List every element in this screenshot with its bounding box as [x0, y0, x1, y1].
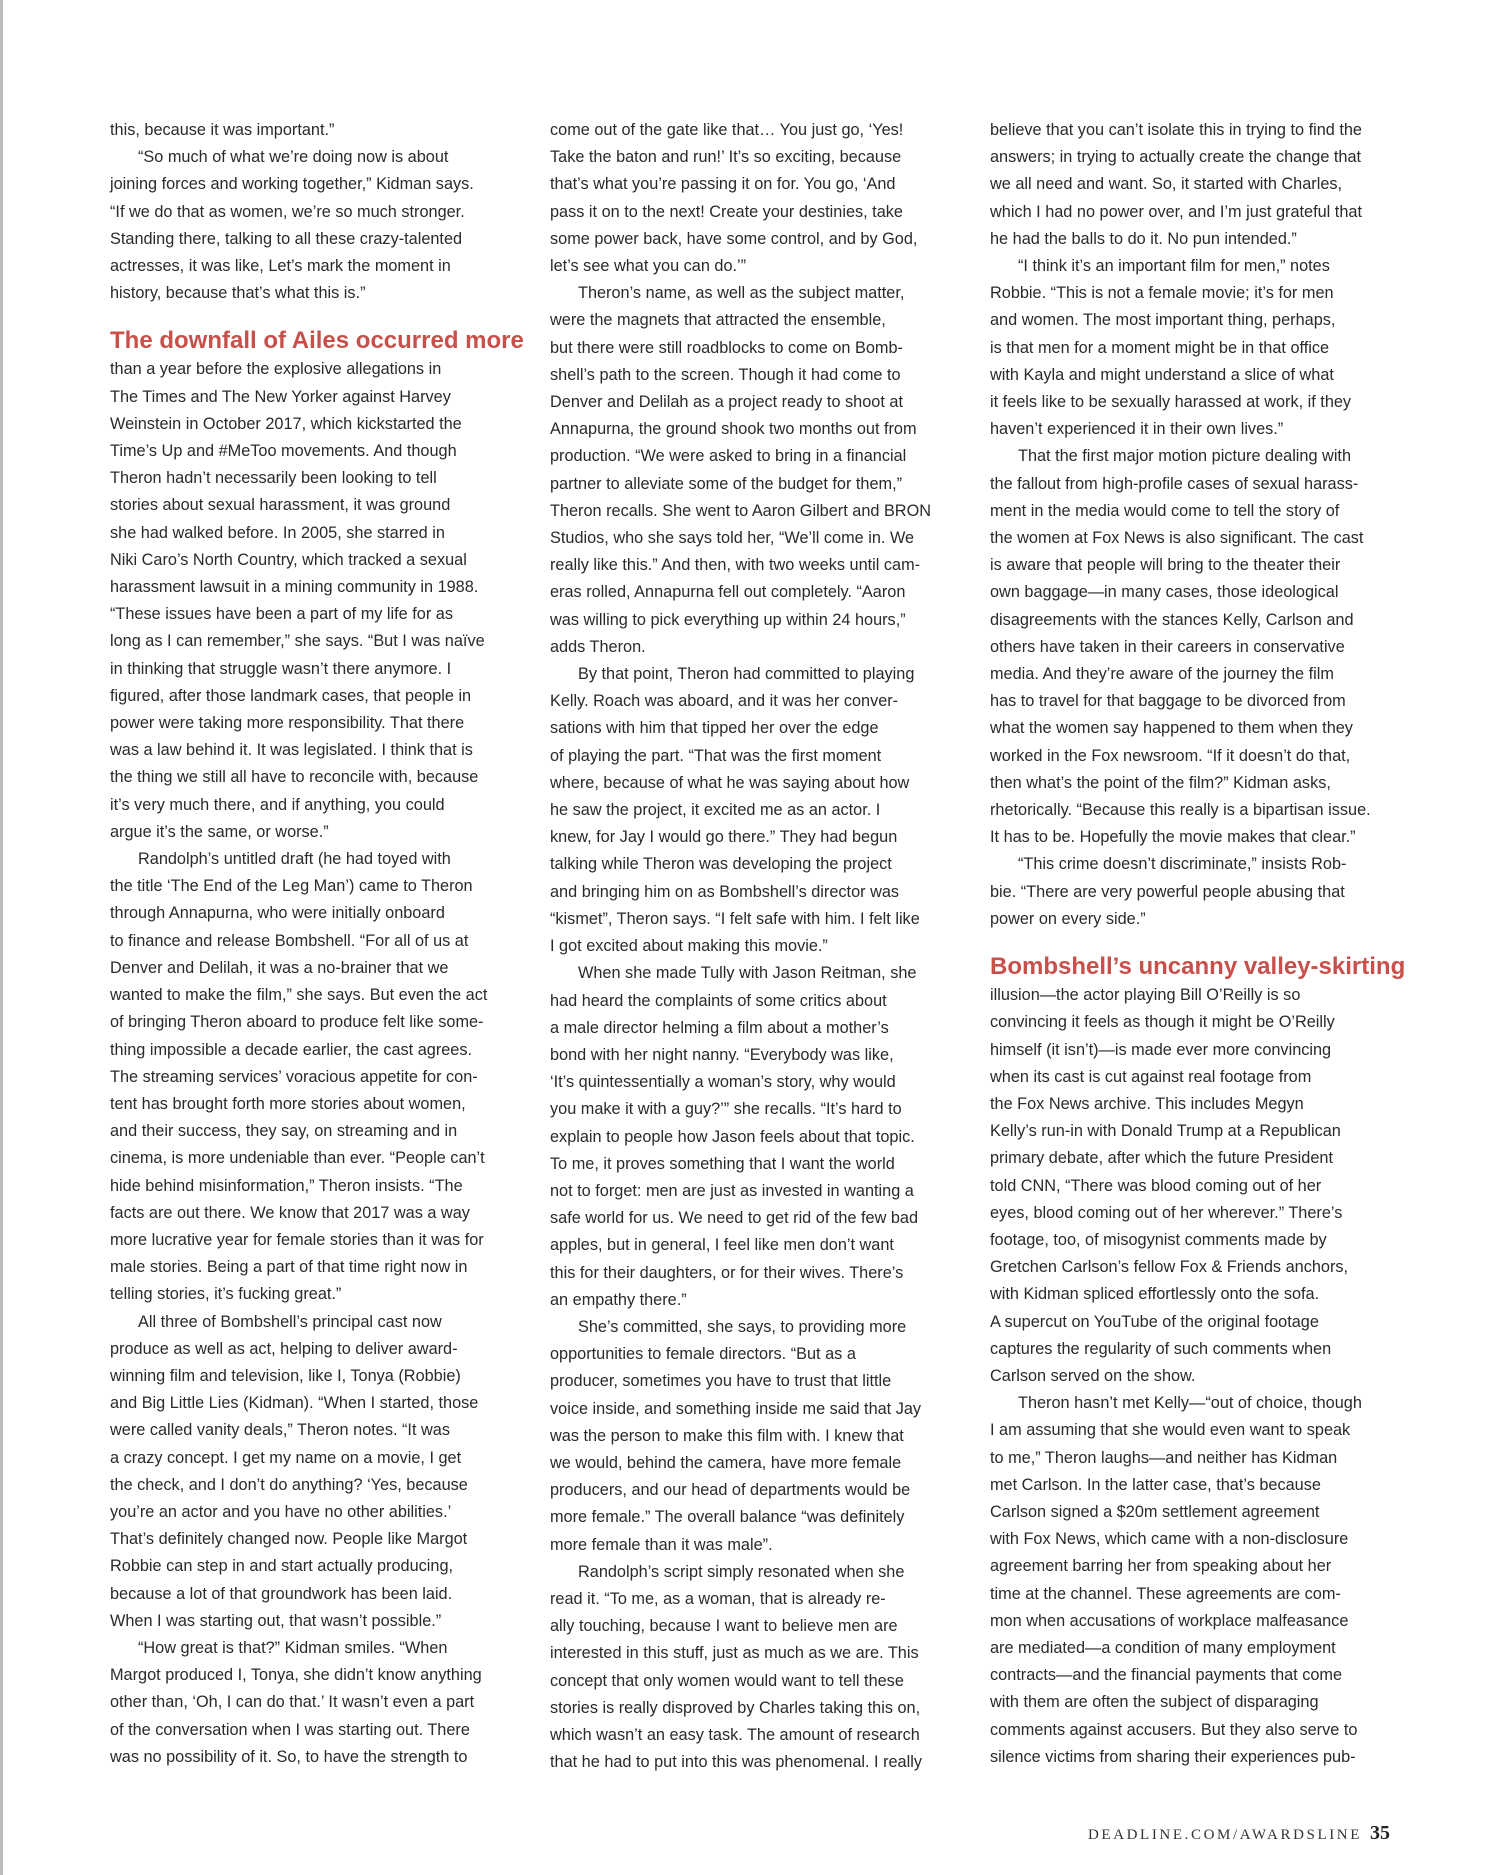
article-text-line: wanted to make the film,” she says. But even the act	[110, 986, 488, 1005]
article-text-line: Weinstein in October 2017, which kickstarted the	[110, 414, 462, 433]
article-text-line: the thing we still all have to reconcile with, because	[110, 768, 479, 787]
article-text-line: producers, and our head of departments would be	[550, 1481, 911, 1500]
article-text-line: believe that you can’t isolate this in trying to find the	[990, 121, 1362, 139]
article-text-line: the title ‘The End of the Leg Man’) came to Theron	[110, 877, 473, 896]
article-text-line: To me, it proves something that I want the world	[550, 1154, 895, 1173]
article-text-line: history, because that’s what this is.”	[110, 284, 366, 303]
article-text-line: “kismet”, Theron says. “I felt safe with him. I felt like	[550, 909, 920, 928]
article-text-line: of playing the part. “That was the first moment	[550, 746, 882, 765]
article-text-line: partner to alleviate some of the budget for them,”	[550, 474, 903, 493]
article-text-line: That’s definitely changed now. People like Margot	[110, 1530, 468, 1549]
article-text-line: Robbie. “This is not a female movie; it’s for men	[990, 284, 1334, 303]
article-text-line: Annapurna, the ground shook two months out from	[550, 420, 917, 439]
section-subheading: Bombshell’s uncanny valley-skirting	[990, 953, 1406, 981]
article-text-line: By that point, Theron had committed to playing	[578, 665, 915, 684]
article-text-line: primary debate, after which the future President	[990, 1149, 1333, 1168]
article-column-2	[550, 117, 958, 1776]
article-text-line: not to forget: men are just as invested in wanting a	[550, 1181, 914, 1200]
article-text-line: bie. “There are very powerful people abusing that	[990, 882, 1345, 901]
article-text-line: a male director helming a film about a mother’s	[550, 1018, 889, 1037]
article-text-line: Theron hasn’t met Kelly—“out of choice, though	[1018, 1394, 1362, 1413]
article-text-line: adds Theron.	[550, 637, 646, 656]
article-text-line: joining forces and working together,” Kidman says.	[110, 175, 474, 194]
article-text-line: interested in this stuff, just as much as we are. This	[550, 1644, 919, 1663]
article-text-line: of the conversation when I was starting out. There	[110, 1720, 470, 1739]
article-text-line: media. And they’re aware of the journey the film	[990, 665, 1334, 684]
article-text-line: telling stories, it’s fucking great.”	[110, 1285, 342, 1304]
article-text-line: Randolph’s script simply resonated when she	[578, 1562, 905, 1581]
article-text-line: this, because it was important.”	[110, 121, 335, 139]
article-text-line: to finance and release Bombshell. “For all of us at	[110, 931, 469, 950]
article-text-line: that he had to put into this was phenomenal. I really	[550, 1753, 922, 1772]
article-text-line: he had the balls to do it. No pun intended.”	[990, 229, 1297, 248]
article-text-line: and Big Little Lies (Kidman). “When I started, those	[110, 1394, 479, 1413]
article-text-line: had heard the complaints of some critics about	[550, 991, 887, 1010]
article-text-line: and their success, they say, on streaming and in	[110, 1122, 458, 1141]
article-text-line: because a lot of that groundwork has been laid.	[110, 1584, 453, 1603]
article-text-line: himself (it isn’t)—is made ever more convincing	[990, 1040, 1332, 1059]
article-text-line: The Times and The New Yorker against Harvey	[110, 387, 451, 406]
article-text-line: talking while Theron was developing the project	[550, 855, 892, 874]
article-text-line: contracts—and the financial payments that come	[990, 1666, 1343, 1685]
article-text-line: other than, ‘Oh, I can do that.’ It wasn’t even a part	[110, 1693, 475, 1712]
article-text-line: convincing it feels as though it might be O’Reilly	[990, 1013, 1335, 1032]
article-text-line: actresses, it was like, Let’s mark the moment in	[110, 257, 451, 276]
article-text-line: than a year before the explosive allegations in	[110, 360, 442, 379]
article-text-line: I am assuming that she would even want to speak	[990, 1421, 1351, 1440]
article-text-line: own baggage—in many cases, those ideological	[990, 583, 1339, 602]
article-text-line: Take the baton and run!’ It’s so exciting, because	[550, 148, 902, 167]
article-text-line: “This crime doesn’t discriminate,” insists Rob-	[1018, 855, 1347, 874]
article-text-line: time at the channel. These agreements are com-	[990, 1584, 1341, 1603]
article-text-line: When I was starting out, that wasn’t possible.”	[110, 1611, 442, 1630]
article-text-line: Margot produced I, Tonya, she didn’t know anything	[110, 1666, 482, 1685]
page-footer	[1088, 1822, 1390, 1845]
article-text-line: agreement barring her from speaking about her	[990, 1557, 1332, 1576]
article-text-line: we would, behind the camera, have more female	[550, 1453, 902, 1472]
article-text-line: were called vanity deals,” Theron notes. “It was	[110, 1421, 450, 1440]
article-text-line: Theron hadn’t necessarily been looking to tell	[110, 469, 437, 488]
page-edge	[0, 0, 3, 1875]
article-text-line: When she made Tully with Jason Reitman, she	[578, 964, 917, 983]
article-text-line: Niki Caro’s North Country, which tracked a sexual	[110, 550, 467, 569]
article-text-line: apples, but in general, I feel like men don’t want	[550, 1236, 894, 1255]
article-text-line: Carlson served on the show.	[990, 1366, 1196, 1385]
article-text-line: stories is really disproved by Charles taking this on,	[550, 1698, 921, 1717]
article-text-line: ment in the media would come to tell the story of	[990, 501, 1340, 520]
article-text-line: hide behind misinformation,” Theron insists. “The	[110, 1176, 463, 1195]
article-text-line: stories about sexual harassment, it was ground	[110, 496, 451, 515]
article-text-line: where, because of what he was saying about how	[550, 773, 910, 792]
article-text-line: the check, and I don’t do anything? ‘Yes, because	[110, 1475, 468, 1494]
article-text-line: he saw the project, it excited me as an actor. I	[550, 801, 881, 820]
article-text-line: more female.” The overall balance “was definitely	[550, 1508, 905, 1527]
article-text-line: this for their daughters, or for their wives. There’s	[550, 1263, 904, 1282]
article-text-line: of bringing Theron aboard to produce felt like some-	[110, 1013, 484, 1032]
article-text-line: Studios, who she says told her, “We’ll come in. We	[550, 529, 915, 548]
article-text-line: which wasn’t an easy task. The amount of research	[550, 1725, 920, 1744]
article-text-line: shell’s path to the screen. Though it had come to	[550, 365, 901, 384]
article-text-line: she had walked before. In 2005, she starred in	[110, 523, 445, 542]
article-text-line: eras rolled, Annapurna fell out completely. “Aaron	[550, 583, 906, 602]
article-text-line: silence victims from sharing their experiences pub-	[990, 1747, 1356, 1766]
article-text-line: concept that only women would want to tell these	[550, 1671, 904, 1690]
article-text-line: Theron recalls. She went to Aaron Gilbert and BRON	[550, 501, 931, 520]
article-text-line: I got excited about making this movie.”	[550, 937, 828, 956]
article-text-line: power on every side.”	[990, 909, 1146, 928]
article-text-line: but there were still roadblocks to come on Bomb-	[550, 338, 903, 357]
article-text-line: “How great is that?” Kidman smiles. “When	[138, 1638, 448, 1657]
article-text-line: met Carlson. In the latter case, that’s because	[990, 1475, 1321, 1494]
article-text-line: was the person to make this film with. I knew that	[550, 1426, 904, 1445]
article-text-line: a crazy concept. I get my name on a movie, I get	[110, 1448, 462, 1467]
article-text-line: voice inside, and something inside me said that Jay	[550, 1399, 922, 1418]
page-number: 35	[1370, 1822, 1390, 1844]
article-text-line: captures the regularity of such comments when	[990, 1339, 1332, 1358]
article-text-line: Carlson signed a $20m settlement agreement	[990, 1502, 1320, 1521]
article-text-line: mon when accusations of workplace malfeasance	[990, 1611, 1349, 1630]
article-text-line: pass it on to the next! Create your destinies, take	[550, 202, 903, 221]
article-text-line: Theron’s name, as well as the subject matter,	[578, 284, 905, 303]
article-text-line: rhetorically. “Because this really is a bipartisan issue.	[990, 801, 1371, 820]
article-text-line: comments against accusers. But they also serve to	[990, 1720, 1358, 1739]
article-text-line: A supercut on YouTube of the original footage	[990, 1312, 1319, 1331]
article-text-line: knew, for Jay I would go there.” They had begun	[550, 828, 898, 847]
article-text-line: when its cast is cut against real footage from	[990, 1067, 1312, 1086]
article-text-line: produce as well as act, helping to deliver award-	[110, 1339, 458, 1358]
article-text-line: that’s what you’re passing it on for. You go, ‘And	[550, 175, 896, 194]
article-text-line: was no possibility of it. So, to have the strength to	[110, 1747, 468, 1766]
article-text-line: production. “We were asked to bring in a financial	[550, 447, 907, 466]
article-text-line: with Kidman spliced effortlessly onto the sofa.	[990, 1285, 1320, 1304]
article-text-line: The streaming services’ voracious appetite for con-	[110, 1067, 478, 1086]
article-text-line: with them are often the subject of disparaging	[990, 1693, 1319, 1712]
article-text-line: long as I can remember,” she says. “But I was naïve	[110, 632, 485, 651]
article-text-line: bond with her night nanny. “Everybody was like,	[550, 1045, 894, 1064]
article-text-line: explain to people how Jason feels about that topic.	[550, 1127, 915, 1146]
article-text-line: Denver and Delilah as a project ready to shoot at	[550, 393, 903, 412]
article-text-line: some power back, have some control, and by God,	[550, 229, 918, 248]
article-text-line: footage, too, of misogynist comments made by	[990, 1230, 1327, 1249]
article-text-line: told CNN, “There was blood coming out of her	[990, 1176, 1322, 1195]
article-text-line: “If we do that as women, we’re so much stronger.	[110, 202, 465, 221]
article-text-line: really like this.” And then, with two weeks until cam-	[550, 556, 921, 575]
article-text-line: facts are out there. We know that 2017 was a way	[110, 1203, 470, 1222]
article-text-line: producer, sometimes you have to trust that little	[550, 1372, 892, 1391]
article-text-line: harassment lawsuit in a mining community in 1988.	[110, 578, 479, 597]
article-text-line: is aware that people will bring to the theater their	[990, 556, 1341, 575]
article-text-line: sations with him that tipped her over the edge	[550, 719, 879, 738]
article-text-line: answers; in trying to actually create the change that	[990, 148, 1362, 167]
article-text-line: are mediated—a condition of many employment	[990, 1638, 1336, 1657]
article-column-1	[110, 117, 524, 1771]
article-text-line: more female than it was male”.	[550, 1535, 773, 1554]
footer-site: DEADLINE.COM/AWARDSLINE	[1088, 1827, 1362, 1843]
article-text-line: All three of Bombshell’s principal cast now	[138, 1312, 442, 1331]
article-text-line: That the first major motion picture dealing with	[1018, 447, 1352, 466]
article-column-3	[990, 117, 1406, 1771]
article-text-line: with Kayla and might understand a slice of what	[990, 365, 1334, 384]
article-text-line: was willing to pick everything up within 24 hours,”	[550, 610, 906, 629]
section-subheading: The downfall of Ailes occurred more	[110, 327, 524, 355]
article-text-line: and women. The most important thing, perhaps,	[990, 311, 1336, 330]
article-text-line: Standing there, talking to all these crazy-talented	[110, 229, 463, 248]
article-text-line: male stories. Being a part of that time right now in	[110, 1258, 468, 1277]
article-text-line: you’re an actor and you have no other abilities.’	[110, 1502, 452, 1521]
article-text-line: was a law behind it. It was legislated. I think that is	[110, 741, 473, 760]
article-text-line: the women at Fox News is also significant. The cast	[990, 529, 1364, 548]
article-text-line: Kelly. Roach was aboard, and it was her conver-	[550, 692, 899, 711]
article-text-line: were the magnets that attracted the ensemble,	[550, 311, 886, 330]
article-text-line: “I think it’s an important film for men,” notes	[1018, 257, 1330, 276]
article-text-line: it’s very much there, and if anything, you could	[110, 795, 445, 814]
article-text-line: then what’s the point of the film?” Kidman asks,	[990, 773, 1331, 792]
article-text-line: Robbie can step in and start actually producing,	[110, 1557, 454, 1576]
article-text-line: come out of the gate like that… You just go, ‘Yes!	[550, 121, 904, 139]
article-text-line: and bringing him on as Bombshell’s director was	[550, 882, 900, 901]
article-text-line: to me,” Theron laughs—and neither has Kidman	[990, 1448, 1338, 1467]
article-text-line: “These issues have been a part of my life for as	[110, 605, 453, 624]
article-text-line: “So much of what we’re doing now is about	[138, 148, 449, 167]
article-text-line: in thinking that struggle wasn’t there anymore. I	[110, 659, 452, 678]
article-text-line: it feels like to be sexually harassed at work, if they	[990, 393, 1352, 412]
article-text-line: figured, after those landmark cases, that people in	[110, 686, 472, 705]
article-text-line: let’s see what you can do.’”	[550, 257, 747, 276]
article-text-line: Gretchen Carlson’s fellow Fox & Friends anchors,	[990, 1258, 1349, 1277]
article-text-line: an empathy there.”	[550, 1290, 687, 1309]
article-text-line: disagreements with the stances Kelly, Carlson and	[990, 610, 1354, 629]
article-text-line: read it. “To me, as a woman, that is already re-	[550, 1589, 886, 1608]
article-text-line: what the women say happened to them when they	[990, 719, 1353, 738]
article-text-line: Randolph’s untitled draft (he had toyed with	[138, 850, 451, 869]
article-text-line: is that men for a moment might be in that office	[990, 338, 1330, 357]
article-text-line: safe world for us. We need to get rid of the few bad	[550, 1209, 919, 1228]
article-text-line: we all need and want. So, it started with Charles,	[990, 175, 1343, 194]
article-text-line: the Fox News archive. This includes Megyn	[990, 1094, 1304, 1113]
article-text-line: Kelly’s run-in with Donald Trump at a Republican	[990, 1122, 1341, 1141]
article-text-line: others have taken in their careers in conservative	[990, 637, 1345, 656]
article-text-line: worked in the Fox newsroom. “If it doesn’t do that,	[990, 746, 1351, 765]
article-text-line: haven’t experienced it in their own lives.”	[990, 420, 1284, 439]
article-text-line: you make it with a guy?’” she recalls. “It’s hard to	[550, 1100, 902, 1119]
article-text-line: power were taking more responsibility. That there	[110, 714, 465, 733]
article-text-line: argue it’s the same, or worse.”	[110, 822, 329, 841]
article-text-line: cinema, is more undeniable than ever. “People can’t	[110, 1149, 485, 1168]
article-text-line: Time’s Up and #MeToo movements. And though	[110, 442, 457, 461]
article-text-line: the fallout from high-profile cases of sexual harass-	[990, 474, 1359, 493]
article-text-line: ‘It’s quintessentially a woman’s story, why would	[550, 1073, 896, 1092]
article-text-line: opportunities to female directors. “But as a	[550, 1345, 856, 1364]
article-text-line: which I had no power over, and I’m just grateful that	[990, 202, 1362, 221]
article-text-line: eyes, blood coming out of her wherever.” There’s	[990, 1203, 1343, 1222]
article-text-line: thing impossible a decade earlier, the cast agrees.	[110, 1040, 473, 1059]
article-text-line: tent has brought forth more stories about women,	[110, 1094, 466, 1113]
article-text-line: more lucrative year for female stories than it was for	[110, 1230, 484, 1249]
article-text-line: She’s committed, she says, to providing more	[578, 1317, 907, 1336]
article-text-line: through Annapurna, who were initially onboard	[110, 904, 445, 923]
article-text-line: with Fox News, which came with a non-disclosure	[990, 1530, 1349, 1549]
article-text-line: winning film and television, like I, Tonya (Robbie)	[110, 1366, 461, 1385]
article-text-line: has to travel for that baggage to be divorced from	[990, 692, 1346, 711]
article-text-line: Denver and Delilah, it was a no-brainer that we	[110, 958, 449, 977]
article-text-line: It has to be. Hopefully the movie makes that clear.”	[990, 828, 1356, 847]
article-text-line: illusion—the actor playing Bill O’Reilly is so	[990, 986, 1301, 1005]
article-text-line: ally touching, because I want to believe men are	[550, 1617, 898, 1636]
